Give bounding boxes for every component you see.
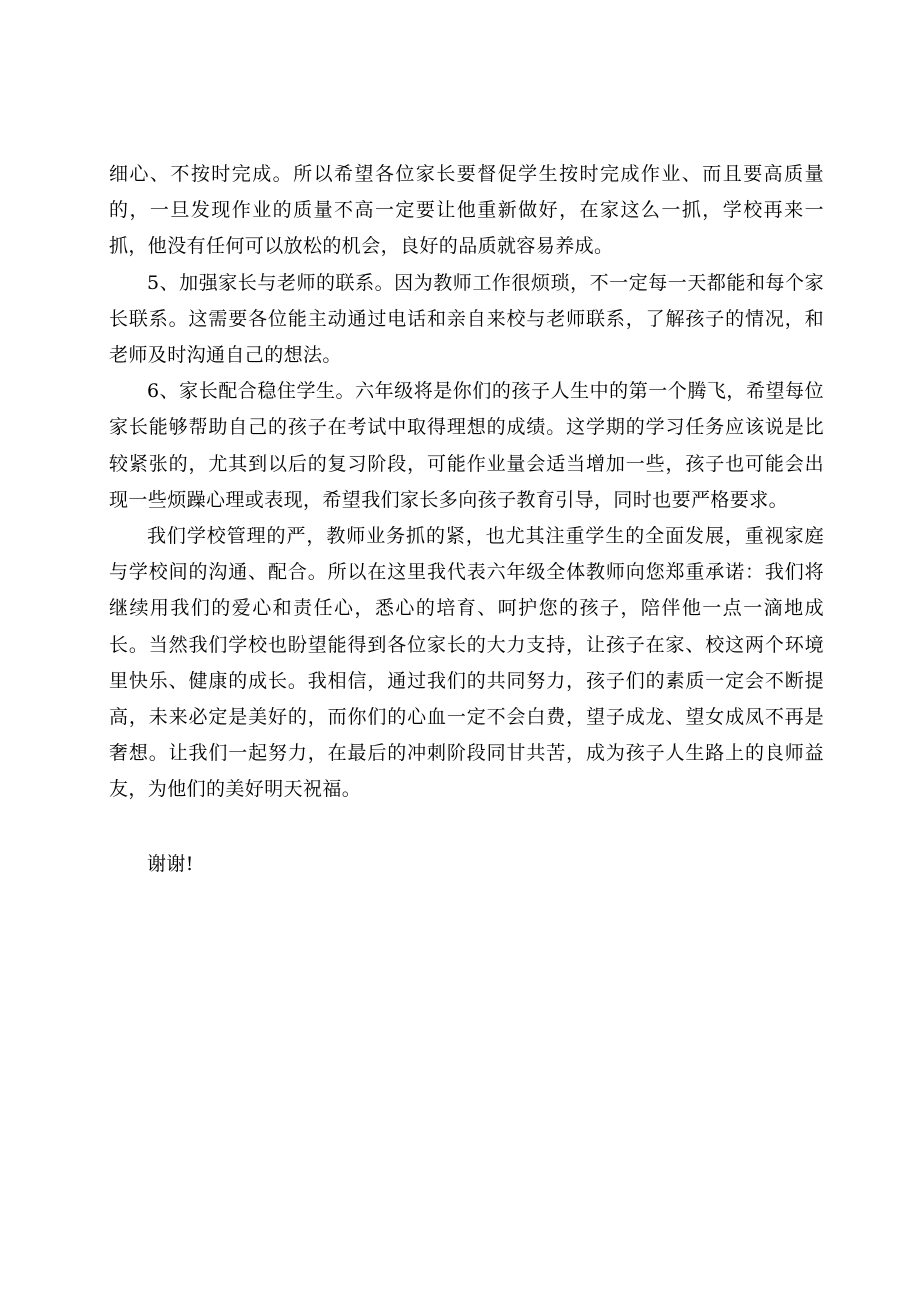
paragraph-item-5: 5、加强家长与老师的联系。因为教师工作很烦琐，不一定每一天都能和每个家长联系。这需要各位能主动通过电话和亲自来校与老师联系，了解孩子的情况，和老师及时沟通自己的想法。: [109, 271, 824, 367]
paragraph-continuation: 细心、不按时完成。所以希望各位家长要督促学生按时完成作业、而且要高质量的，一旦发现作业的质量不高一定要让他重新做好，在家这么一抓，学校再来一抓，他没有任何可以放松的机会，良好的品质就容易养成。: [109, 163, 824, 258]
document-body: [109, 156, 824, 882]
closing-thanks: 谢谢!: [147, 852, 194, 875]
paragraph-item-6: 6、家长配合稳住学生。六年级将是你们的孩子人生中的第一个腾飞，希望每位家长能够帮助自己的孩子在考试中取得理想的成绩。这学期的学习任务应该说是比较紧张的，尤其到以后的复习阶段，可能作业量会适当增加一些，孩子也可能会出现一些烦躁心理或表现，希望我们家长多向孩子教育引导，同时也要严格要求。: [109, 380, 824, 511]
paragraph-commitment: 我们学校管理的严，教师业务抓的紧，也尤其注重学生的全面发展，重视家庭与学校间的沟通、配合。所以在这里我代表六年级全体教师向您郑重承诺：我们将继续用我们的爱心和责任心，悉心的培育、呵护您的孩子，陪伴他一点一滴地成长。当然我们学校也盼望能得到各位家长的大力支持，让孩子在家、校这两个环境里快乐、健康的成长。我相信，通过我们的共同努力，孩子们的素质一定会不断提高，未来必定是美好的，而你们的心血一定不会白费，望子成龙、望女成凤不再是奢想。让我们一起努力，在最后的冲刺阶段同甘共苦，成为孩子人生路上的良师益友，为他们的美好明天祝福。: [109, 525, 824, 801]
